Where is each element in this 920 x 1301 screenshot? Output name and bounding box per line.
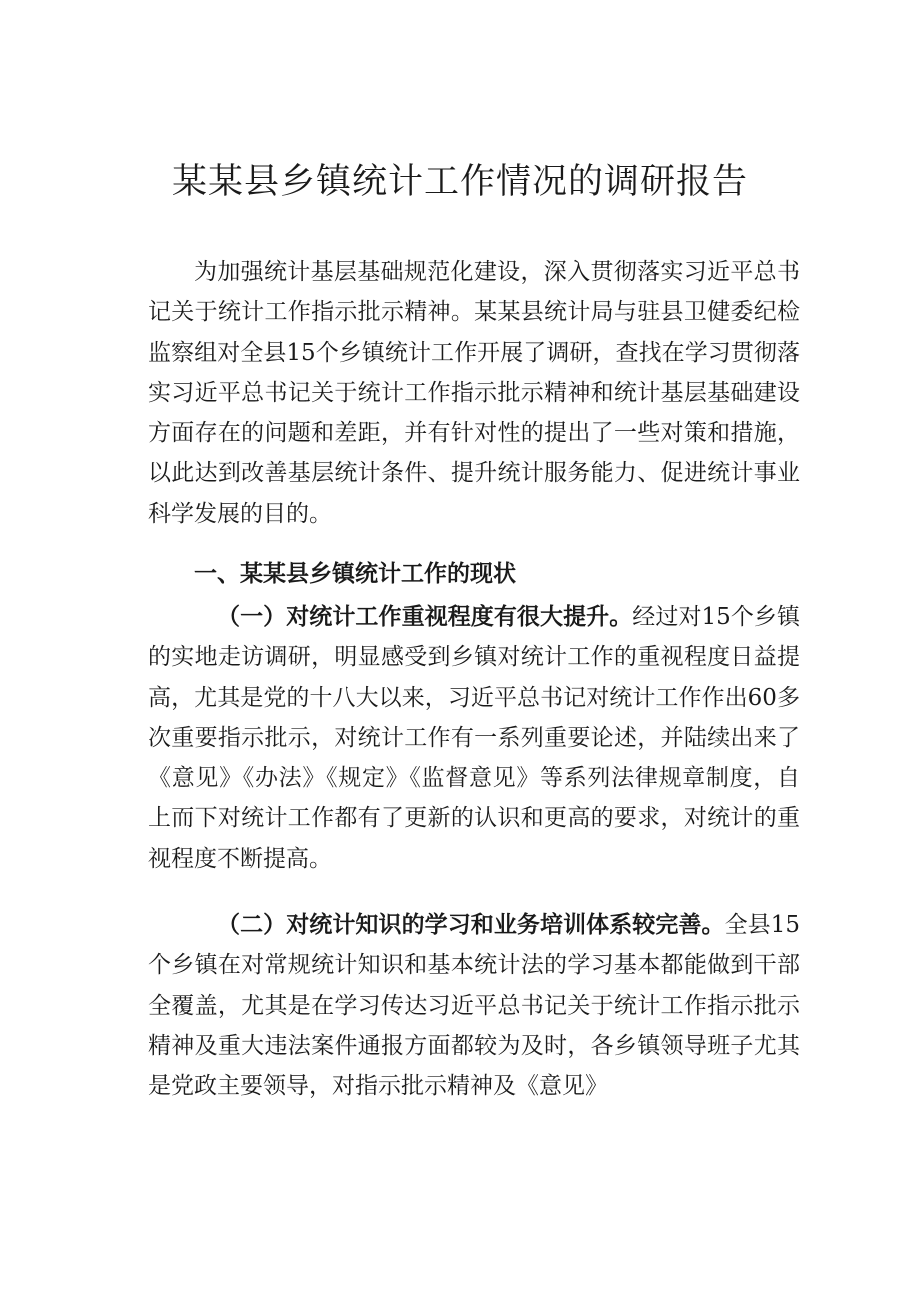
section-heading-1: 一、某某县乡镇统计工作的现状 bbox=[194, 561, 516, 587]
subsection-text-2: 全县15个乡镇在对常规统计知识和基本统计法的学习基本都能做到干部全覆盖，尤其是在学习传达习近平总书记关于统计工作指示批示精神及重大违法案件通报方面都较为及时，各乡镇领导班子尤其是党政主要领导，对指示批示精神及《意见》 bbox=[148, 912, 800, 1100]
subsection-lead-2: （二）对统计知识的学习和业务培训体系较完善。 bbox=[217, 912, 725, 938]
intro-paragraph: 为加强统计基层基础规范化建设，深入贯彻落实习近平总书记关于统计工作指示批示精神。某某县统计局与驻县卫健委纪检监察组对全县15个乡镇统计工作开展了调研，查找在学习贯彻落实习近平总书记关于统计工作指示批示精神和统计基层基础建设方面存在的问题和差距，并有针对性的提出了一些对策和措施，以此达到改善基层统计条件、提升统计服务能力、促进统计事业科学发展的目的。 bbox=[148, 259, 800, 527]
subsection-paragraph-1 bbox=[148, 597, 800, 879]
document-title: 某某县乡镇统计工作情况的调研报告 bbox=[171, 162, 748, 202]
subsection-paragraph-2 bbox=[148, 905, 800, 1106]
subsection-lead-1: （一）对统计工作重视程度有很大提升。 bbox=[217, 604, 633, 630]
subsection-text-1: 经过对15个乡镇的实地走访调研，明显感受到乡镇对统计工作的重视程度日益提高，尤其是党的十八大以来，习近平总书记对统计工作作出60多次重要指示批示，对统计工作有一系列重要论述，并陆续出来了《意见》《办法》《规定》《监督意见》等系列法律规章制度，自上而下对统计工作都有了更新的认识和更高的要求，对统计的重视程度不断提高。 bbox=[148, 604, 800, 872]
